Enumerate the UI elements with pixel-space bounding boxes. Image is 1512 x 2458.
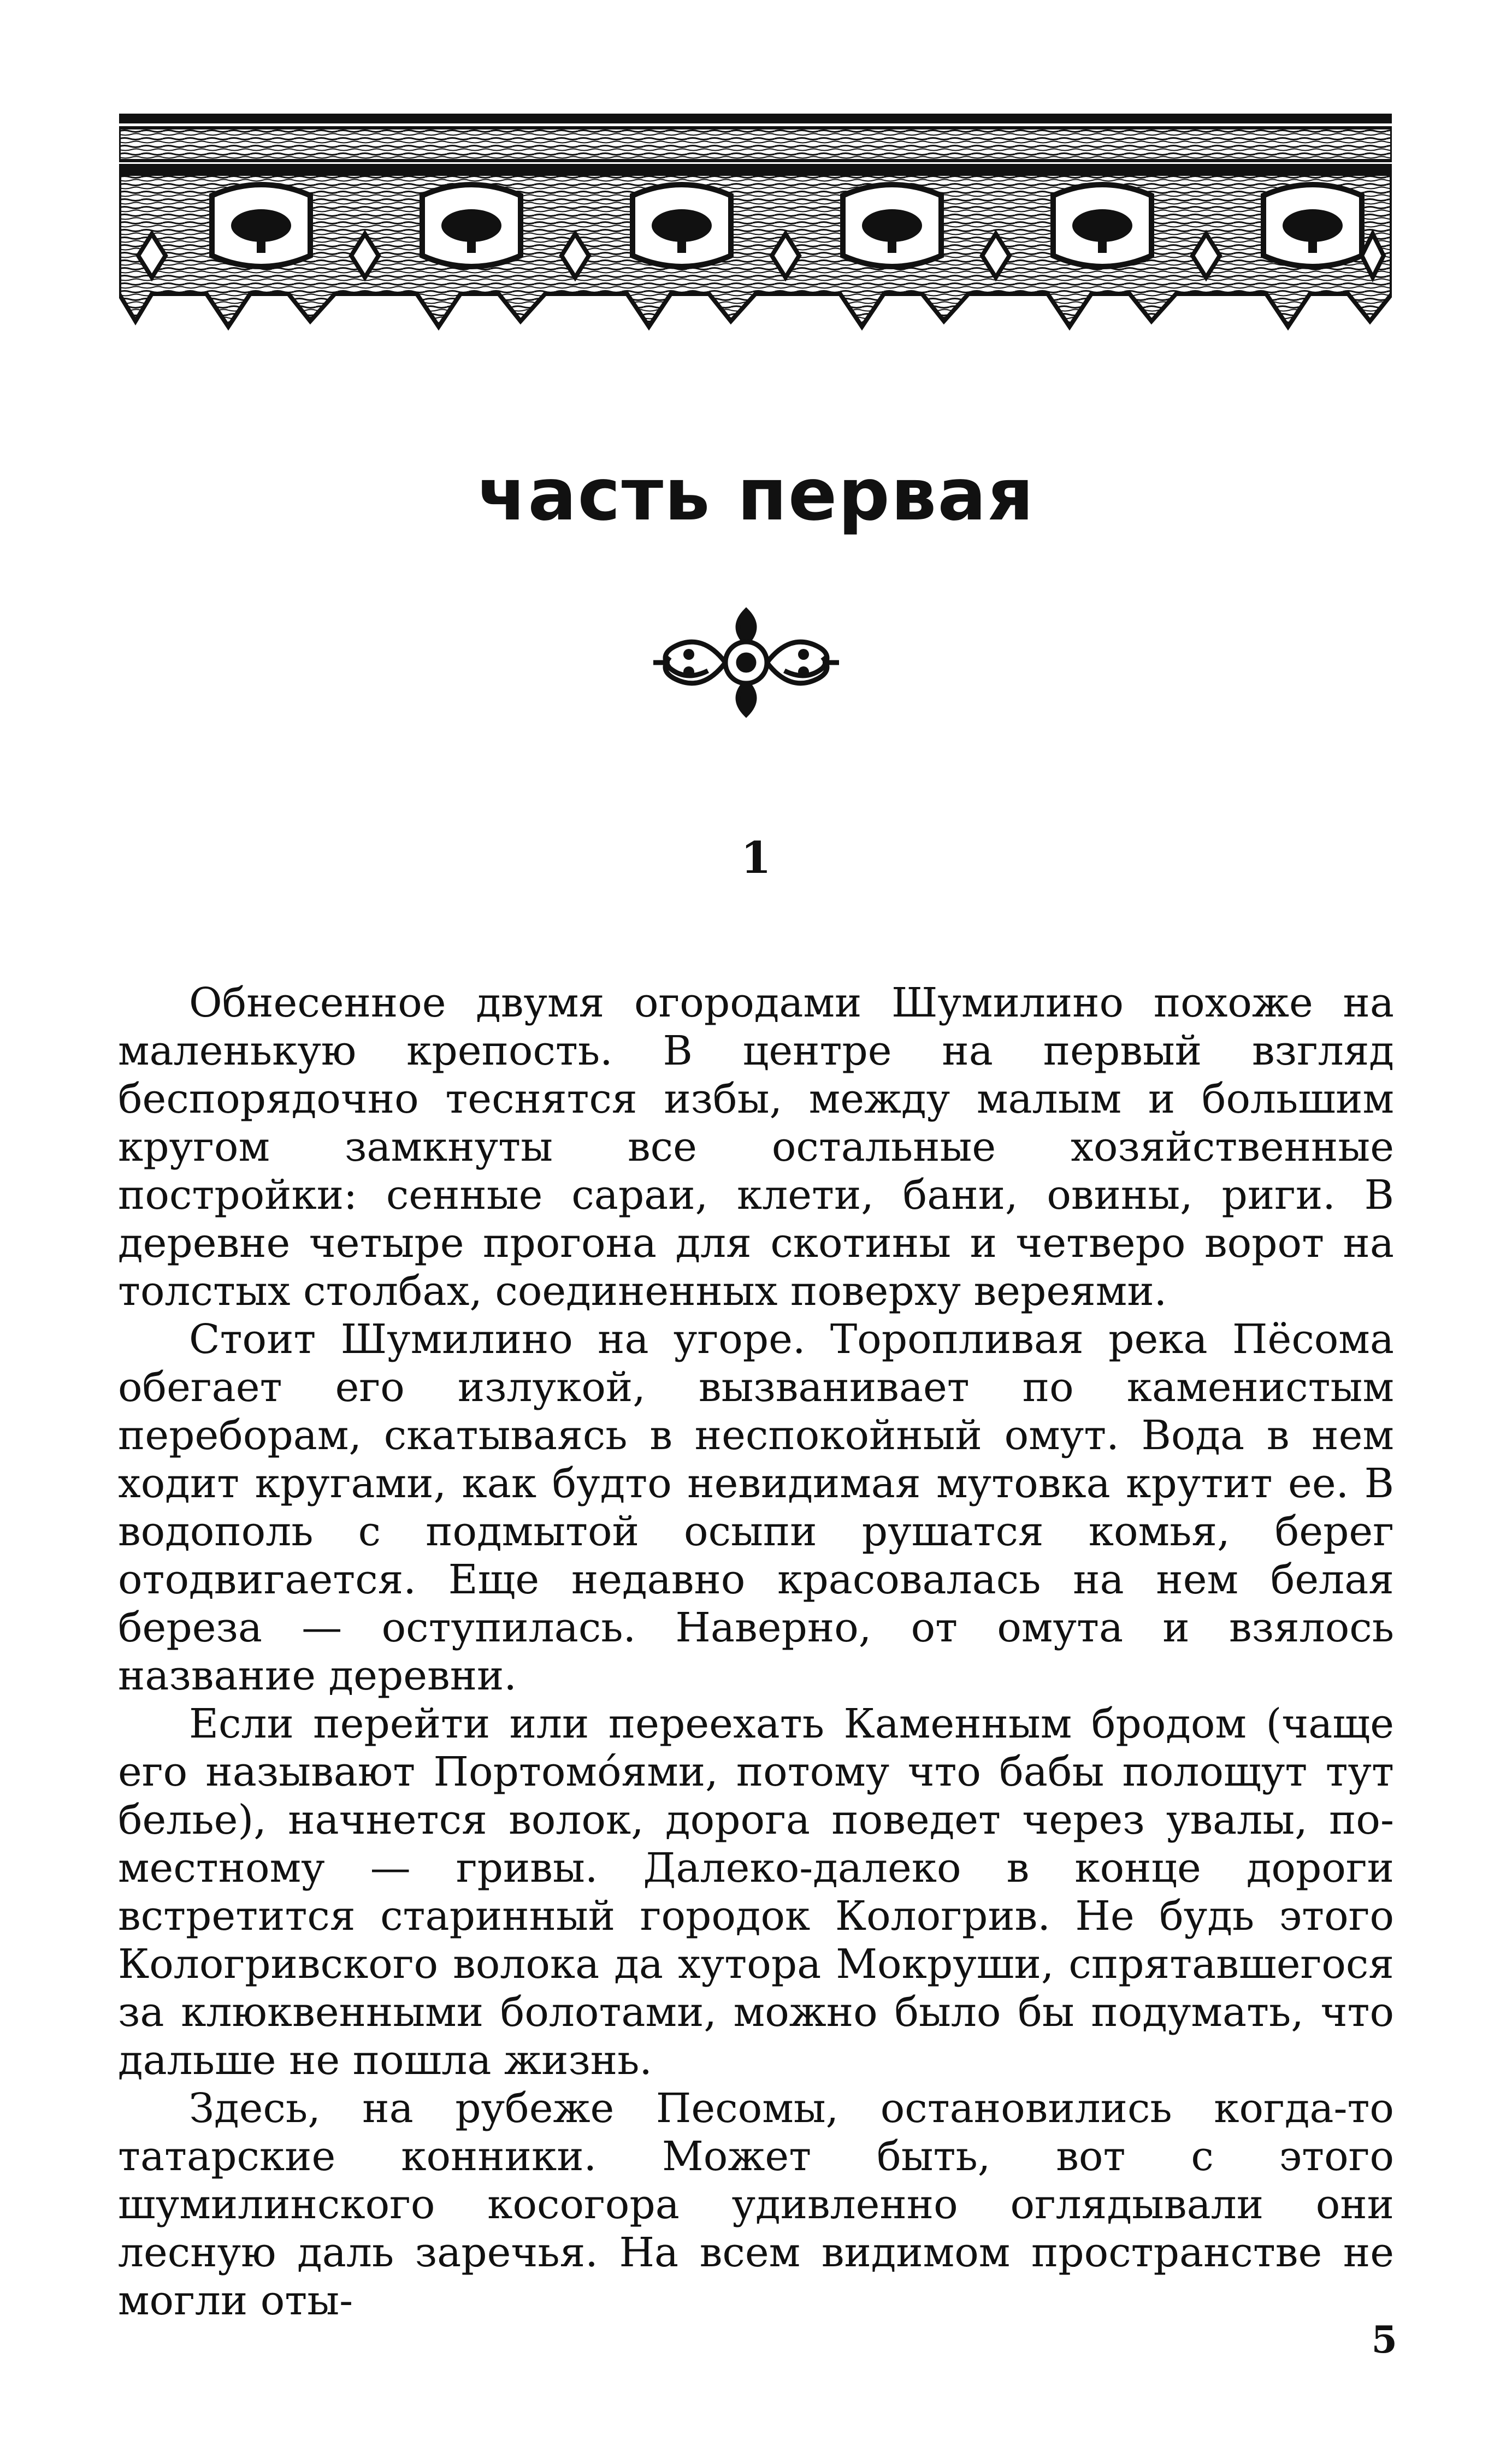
page-number: 5 xyxy=(1371,2318,1397,2362)
chapter-body xyxy=(118,979,1394,2325)
part-title: часть первая xyxy=(477,453,1035,537)
paragraph: Обнесенное двумя огородами Шумилино похоже на маленькую крепость. В центре на первый взгляд беспорядочно теснятся избы, между малым и большим кругом замкнуты все остальные хозяйственные постройки: сенные сараи, клети, бани, овины, риги. В деревне четыре прогона для скотины и четверо ворот на толстых столбах, соединенных поверху вереями. xyxy=(118,979,1394,1315)
paragraph: Здесь, на рубеже Песомы, остановились когда-то татарские конники. Может быть, вот с этого шумилинского косогора удивленно оглядывали они лесную даль заречья. На всем видимом пространстве не могли оты- xyxy=(118,2085,1394,2324)
paragraph: Если перейти или переехать Каменным бродом (чаще его называют Портомо́ями, потому что бабы полощут тут белье), начнется волок, дорога поведет через увалы, по-местному — гривы. Далеко-далеко в конце дороги встретится старинный городок Кологрив. Не будь этого Кологривского волока да хутора Мокруши, спрятавшегося за клюквенными болотами, можно было бы подумать, что дальше не пошла жизнь. xyxy=(118,1700,1394,2084)
carved-wood-valance-icon xyxy=(119,114,1392,343)
floral-scroll-ornament-icon xyxy=(648,600,844,725)
paragraph: Стоит Шумилино на угоре. Торопливая река Пёсома обегает его излукой, вызванивает по каменистым переборам, скатываясь в неспокойный омут. Вода в нем ходит кругами, как будто невидимая мутовка крутит ее. В водополь с подмытой осыпи рушатся комья, берег отодвигается. Еще недавно красовалась на нем белая береза — оступилась. Наверно, от омута и взялось название деревни. xyxy=(118,1316,1394,1699)
chapter-number: 1 xyxy=(741,832,771,883)
